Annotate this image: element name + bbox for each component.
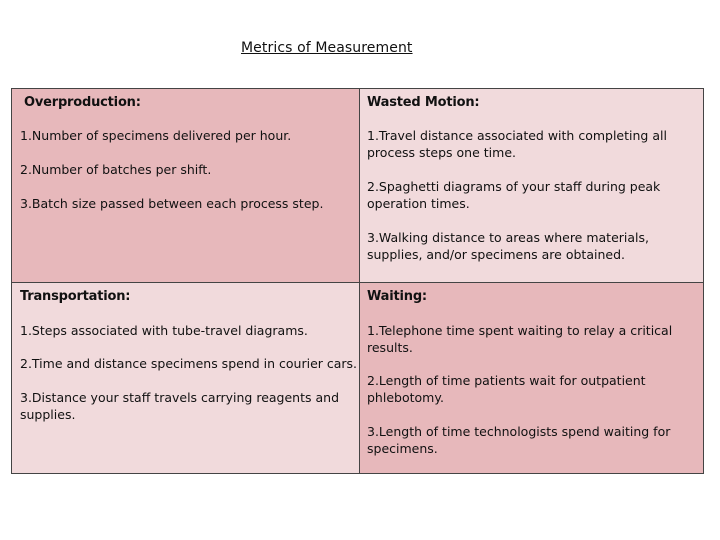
waiting-item-1: 1.Telephone time spent waiting to relay a critical results. xyxy=(367,323,673,355)
overproduction-item-2: 2.Number of batches per shift. xyxy=(20,162,212,177)
wasted-motion-item-3: 3.Walking distance to areas where materials, supplies, and/or specimens are obtained. xyxy=(367,230,650,262)
wasted-motion-item-1: 1.Travel distance associated with completing all process steps one time. xyxy=(367,128,667,160)
transportation-cell xyxy=(12,282,359,473)
overproduction-item-3: 3.Batch size passed between each process step. xyxy=(20,196,324,211)
waiting-item-2: 2.Length of time patients wait for outpatient phlebotomy. xyxy=(367,373,646,405)
transportation-item-3: 3.Distance your staff travels carrying reagents and supplies. xyxy=(20,390,340,422)
transportation-item-1: 1.Steps associated with tube-travel diagrams. xyxy=(20,323,308,338)
wasted-motion-item-2: 2.Spaghetti diagrams of your staff during peak operation times. xyxy=(367,179,661,211)
transportation-heading: Transportation: xyxy=(20,289,131,304)
wasted-motion-cell xyxy=(359,89,703,282)
waiting-heading: Waiting: xyxy=(367,289,427,304)
page-title: Metrics of Measurement xyxy=(241,40,413,56)
overproduction-item-1: 1.Number of specimens delivered per hour. xyxy=(20,128,292,143)
waiting-item-3: 3.Length of time technologists spend waiting for specimens. xyxy=(367,424,671,456)
waiting-cell xyxy=(359,282,703,473)
metrics-grid xyxy=(11,88,704,474)
overproduction-cell xyxy=(12,89,359,282)
wasted-motion-heading: Wasted Motion: xyxy=(367,95,480,110)
overproduction-heading: Overproduction: xyxy=(24,95,141,110)
transportation-item-2: 2.Time and distance specimens spend in courier cars. xyxy=(20,356,358,371)
